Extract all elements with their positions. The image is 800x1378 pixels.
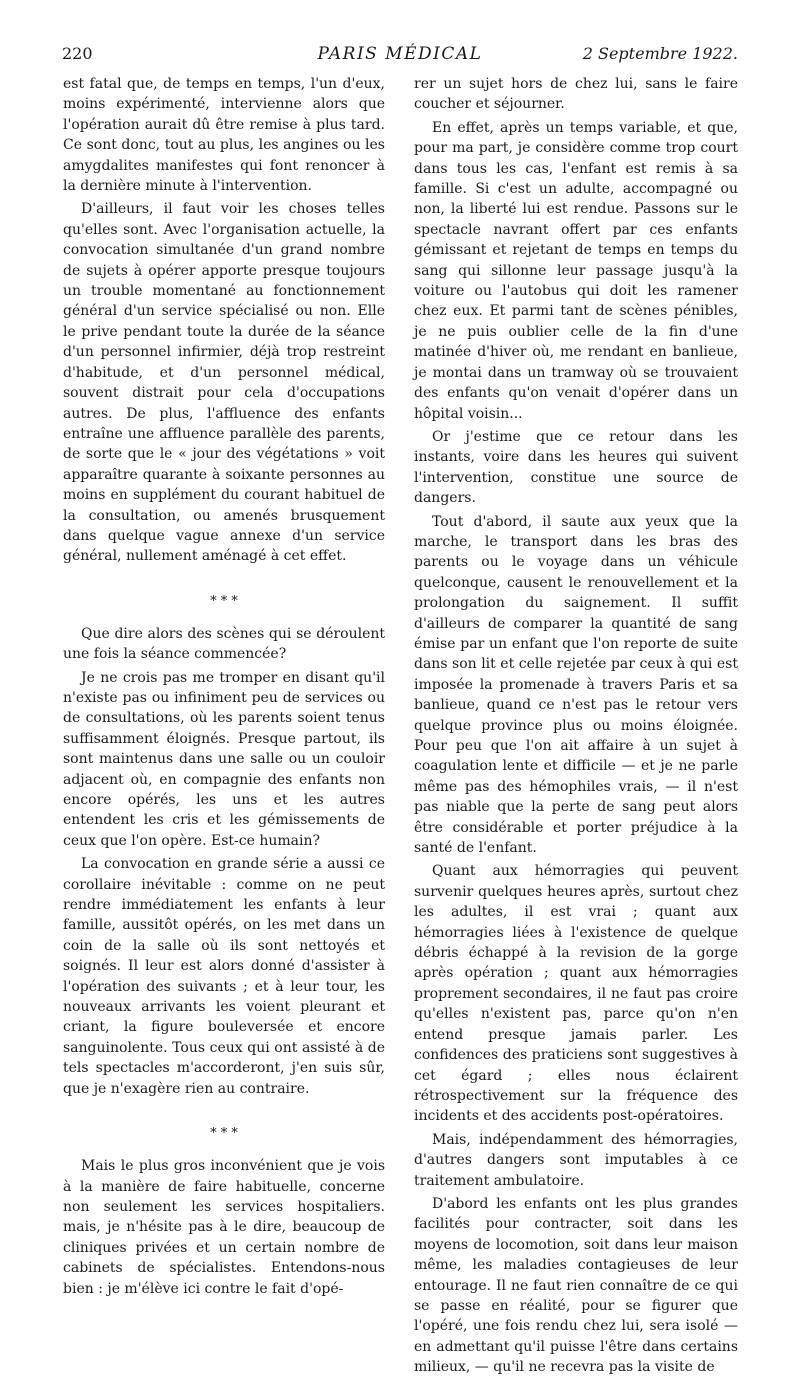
paragraph: Tout d'abord, il saute aux yeux que la marche, le transport dans les bras des parents ou le voyage dans un véhicule quelconque, causent le renouvellement et la prolongation du saignement. Il suffit d'ailleurs de comparer la quantité de sang émise par un enfant que l'on reporte de suite dans son lit et celle rejetée par ceux à qui est imposée la promenade à travers Paris et sa banlieue, quand ce n'est pas le retour vers quelque province plus ou moins éloignée. Pour peu que l'on ait affaire à un sujet à coagulation lente et difficile — et je ne parle même pas des hémophiles vrais, — il n'est pas niable que la perte de sang peut alors être considérable et porter préjudice à la santé de l'enfant. <box>414 513 738 857</box>
paragraph: rer un sujet hors de chez lui, sans le faire coucher et séjourner. <box>414 76 738 113</box>
right-column <box>414 74 738 1378</box>
paragraph: est fatal que, de temps en temps, l'un d'eux, moins expérimenté, intervienne alors que l'opération aurait dû être remise à plus tard. Ce sont donc, tout au plus, les angines ou les amygdalites manifestes qui font renoncer à la dernière minute à l'intervention. <box>63 76 385 195</box>
paragraph: Que dire alors des scènes qui se déroulent une fois la séance commencée? <box>63 625 385 663</box>
issue-date: 2 Septembre 1922. <box>582 44 738 63</box>
page-number: 220 <box>62 44 93 63</box>
asterism: * * * <box>210 593 238 609</box>
left-column <box>63 74 385 1299</box>
paragraph: La convocation en grande série a aussi ce corollaire inévitable : comme on ne peut rendre immédiatement les enfants à leur famille, aussitôt opérés, on les met dans un coin de la salle où ils sont nettoyés et soignés. Il leur est alors donné d'assister à l'opération des suivants ; et à leur tour, les nouveaux arrivants les voient pleurant et criant, la figure bouleversée et encore sanguinolente. Tous ceux qui ont assisté à de tels spectacles m'accorderont, j'en suis sûr, que je n'exagère rien au contraire. <box>63 856 385 1097</box>
asterism: * * * <box>210 1126 238 1142</box>
paragraph: En effet, après un temps variable, et que, pour ma part, je considère comme trop court dans tous les cas, l'enfant est remis à sa famille. Si c'est un adulte, accompagné ou non, la liberté lui est rendue. Passons sur le spectacle navrant offert par ces enfants gémissant et rejetant de temps en temps du sang qui sillonne leur passage jusqu'à la voiture ou l'autobus qui doit les ramener chez eux. Et parmi tant de scènes pénibles, je ne puis oublier celle de la fin d'une matinée d'hiver où, me rendant en banlieue, je montai dans un tramway où se trouvaient des enfants qu'on venait d'opérer dans un hôpital voisin... <box>414 119 738 422</box>
section-separator <box>63 1126 385 1142</box>
section-separator <box>63 593 385 609</box>
paragraph: Mais, indépendamment des hémorragies, d'autres dangers sont imputables à ce traitement ambulatoire. <box>414 1131 738 1189</box>
paragraph: Quant aux hémorragies qui peuvent survenir quelques heures après, surtout chez les adultes, il est vrai ; quant aux hémorragies liées à l'existence de quelque débris échappé à la revision de la gorge après opération ; quant aux hémorragies proprement secondaires, il ne faut pas croire qu'elles n'existent pas, parce qu'on n'en entend presque jamais parler. Les confidences des praticiens sont suggestives à cet égard ; elles nous éclairent rétrospectivement sur la fréquence des incidents et des accidents post-opératoires. <box>414 863 738 1125</box>
paragraph: Mais le plus gros inconvénient que je vois à la manière de faire habituelle, concerne non seulement les services hospitaliers. mais, je n'hésite pas à le dire, beaucoup de cliniques privées et un certain nombre de cabinets de spécialistes. Entendons-nous bien : je m'élève ici contre le fait d'opé- <box>63 1158 385 1297</box>
journal-title: PARIS MÉDICAL <box>317 44 483 64</box>
paragraph: Or j'estime que ce retour dans les instants, voire dans les heures qui suivent l'intervention, constitue une source de dangers. <box>414 428 738 507</box>
paragraph: D'ailleurs, il faut voir les choses telles qu'elles sont. Avec l'organisation actuelle, la convocation simultanée d'un grand nombre de sujets à opérer apporte presque toujours un trouble momentané au fonctionnement général d'un service spécialisé ou non. Elle le prive pendant toute la durée de la séance d'un personnel infirmier, déjà trop restreint d'habitude, et d'un personnel médical, souvent distrait pour cela d'occupations autres. De plus, l'affluence des enfants entraîne une affluence parallèle des parents, de sorte que le « jour des végétations » voit apparaître quarante à soixante personnes au moins en supplément du courant habituel de la consultation, ou amenés brusquement dans quelque vague annexe d'un service général, nullement aménagé à cet effet. <box>63 201 385 565</box>
paragraph: D'abord les enfants ont les plus grandes facilités pour contracter, soit dans les moyens de locomotion, soit dans leur maison même, les maladies contagieuses de leur entourage. Il ne faut rien connaître de ce qui se passe en réalité, pour se figurer que l'opéré, une fois rendu chez lui, sera isolé — en admettant qu'il puisse l'être dans certains milieux, — qu'il ne recevra pas la visite de <box>414 1195 738 1376</box>
page-header <box>62 44 738 70</box>
paragraph: Je ne crois pas me tromper en disant qu'il n'existe pas ou infiniment peu de services ou de consultations, où les parents soient tenus suffisamment éloignés. Presque partout, ils sont maintenus dans une salle ou un couloir adjacent où, en compagnie des enfants non encore opérés, les uns et les autres entendent les cris et les gémissements de ceux que l'on opère. Est-ce humain? <box>63 669 385 849</box>
